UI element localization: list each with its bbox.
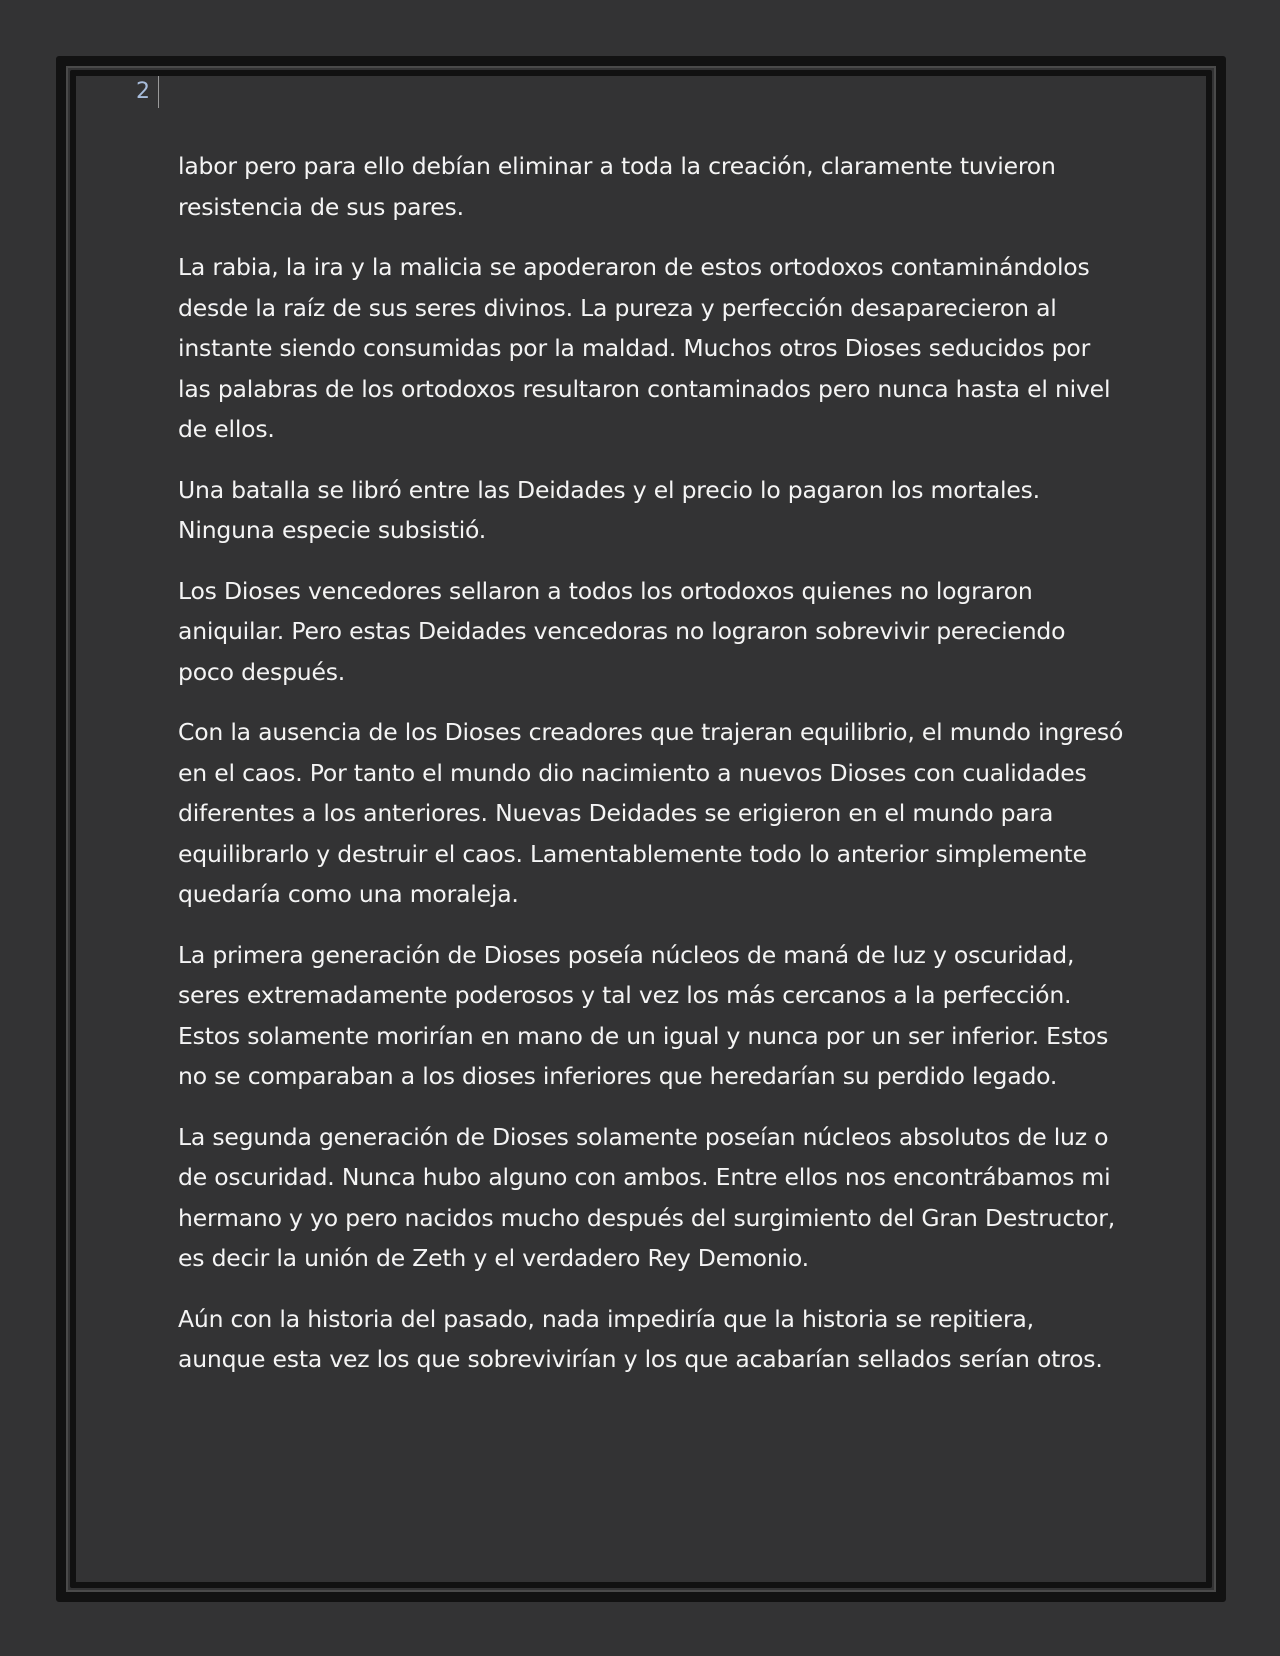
- paragraph: Con la ausencia de los Dioses creadores que trajeran equilibrio, el mundo ingresó en el caos. Por tanto el mundo dio nacimiento a nuevos Dioses con cualidades diferentes a los anteriores. Nuevas Deidades se erigieron en el mundo para equilibrarlo y destruir el caos. Lamentablemente todo lo anterior simplemente quedaría como una moraleja.: [178, 718, 1124, 908]
- paragraph: La rabia, la ira y la malicia se apoderaron de estos ortodoxos contaminándolos desde la raíz de sus seres divinos. La pureza y perfección desaparecieron al instante siendo consumidas por la maldad. Muchos otros Dioses seducidos por las palabras de los ortodoxos resultaron contaminados pero nunca hasta el nivel de ellos.: [178, 253, 1111, 443]
- paragraph: Una batalla se libró entre las Deidades y el precio lo pagaron los mortales. Ninguna especie subsistió.: [178, 475, 1040, 544]
- paragraph: La segunda generación de Dioses solamente poseían núcleos absolutos de luz o de oscuridad. Nunca hubo alguno con ambos. Entre ellos nos encontrábamos mi hermano y yo pero nacidos mucho después del surgimiento del Gran Destructor, es decir la unión de Zeth y el verdadero Rey Demonio.: [178, 1122, 1115, 1272]
- body-text: [178, 146, 1128, 1400]
- paragraph: Los Dioses vencedores sellaron a todos los ortodoxos quienes no lograron aniquilar. Pero estas Deidades vencedoras no lograron sobrevivir pereciendo poco después.: [178, 576, 1066, 686]
- page-number: 2: [136, 76, 159, 108]
- paragraph: labor pero para ello debían eliminar a toda la creación, claramente tuvieron resistencia de sus pares.: [178, 152, 1056, 221]
- paragraph: La primera generación de Dioses poseía núcleos de maná de luz y oscuridad, seres extremadamente poderosos y tal vez los más cercanos a la perfección. Estos solamente morirían en mano de un igual y nunca por un ser inferior. Estos no se comparaban a los dioses inferiores que heredarían su perdido legado.: [178, 940, 1109, 1090]
- paragraph: Aún con la historia del pasado, nada impediría que la historia se repitiera, aunque esta vez los que sobrevivirían y los que acabarían sellados serían otros.: [178, 1304, 1103, 1373]
